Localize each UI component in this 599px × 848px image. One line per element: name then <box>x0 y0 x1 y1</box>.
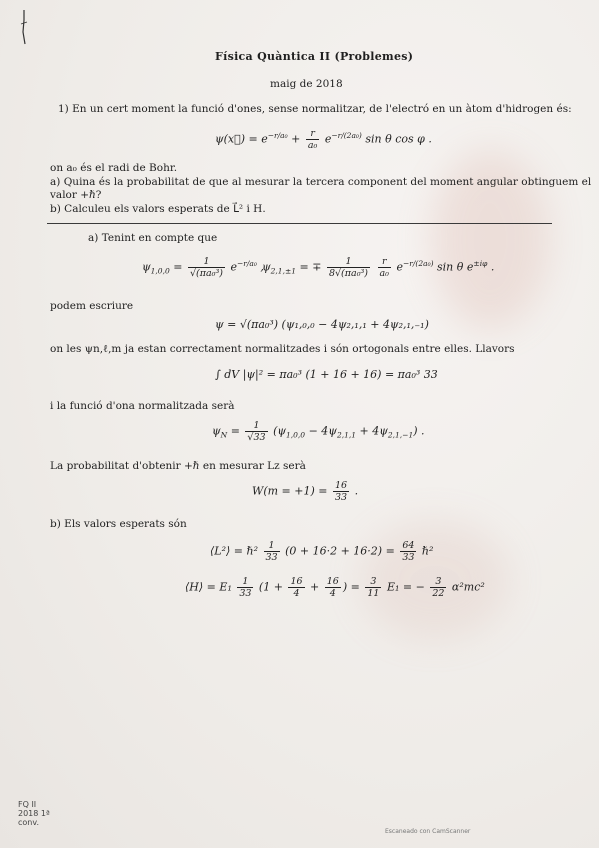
question-a-line1: a) Quina és la probabilitat de que al mesurar la tercera component del moment angular obtinguem el <box>50 176 592 188</box>
document-date: maig de 2018 <box>270 78 343 90</box>
solution-psi100: $\psi_{1,0,0}$ = $\frac{1}{\text{√(πa₀³)}}$ $e^{-r/a_0}$ , <box>142 256 264 279</box>
solution-prob-intro: La probabilitat d'obtenir +ℏ en mesurar Lz serà <box>50 460 306 472</box>
problem-intro: 1) En un cert moment la funció d'ones, sense normalitzar, de l'electró en un àtom d'hidrogen és: <box>58 103 572 115</box>
solution-L2-result: ⟨L²⟩ = ℏ² $\frac{1}{33}$ (0 + 16·2 + 16·2) = $\frac{64}{33}$ ℏ² <box>210 540 434 563</box>
handwritten-stamp: FQ II 2018 1ª conv. <box>18 800 50 827</box>
scanner-watermark: Escaneado con CamScanner <box>385 828 471 835</box>
solution-H-result: ⟨H⟩ = E₁ $\frac{1}{33}$ (1 + $\frac{16}{4}$ + $\frac{16}{4}$ ) = $\frac{3}{11}$ E₁ = − $\frac{3}{22}$ α²mc² <box>185 576 485 599</box>
solution-orthonormal: on les ψn,ℓ,m ja estan correctament normalitzades i són ortogonals entre elles. Llavors <box>50 343 515 355</box>
question-b: b) Calculeu els valors esperats de L⃗² i H. <box>50 203 266 215</box>
solution-psi-combo: ψ = √(πa₀³) (ψ₁,₀,₀ − 4ψ₂,₁,₁ + 4ψ₂,₁,₋₁) <box>215 318 429 331</box>
problem-wavefunction: ψ(x⃗) = $e^{-r/a_0}$ + $\frac{r}{\text{a₀}}$ $e^{-r/(2a_0)}$ sin θ cos φ . <box>215 128 432 151</box>
solution-b-intro: b) Els valors esperats són <box>50 518 187 530</box>
solution-normalized-intro: i la funció d'ona normalitzada serà <box>50 400 235 412</box>
section-divider <box>47 223 552 224</box>
bohr-note: on a₀ és el radi de Bohr. <box>50 162 178 174</box>
solution-prob-result: W(m = +1) = $\frac{16}{33}$ . <box>252 480 359 503</box>
solution-psi-normalized: $\psi_N$ = $\frac{1}{√33}$ $(\psi_{1,0,0} - 4\psi_{2,1,1} + 4\psi_{2,1,-1})$ . <box>212 420 425 443</box>
document-title: Física Quàntica II (Problemes) <box>215 50 414 63</box>
solution-a-intro: a) Tenint en compte que <box>88 232 218 244</box>
question-a-line2: valor +ℏ? <box>50 189 102 201</box>
solution-podem: podem escriure <box>50 300 134 312</box>
solution-norm-integral: ∫ dV |ψ|² = πa₀³ (1 + 16 + 16) = πa₀³ 33 <box>215 368 438 381</box>
margin-scribble-mark <box>18 8 30 48</box>
solution-psi21pm1: $\psi_{2,1,\pm 1}$ = ∓ $\frac{1}{\text{8√(πa₀³)}}$ $\frac{r}{\text{a₀}}$ $e^{-r/(2a_0)}$ sin θ $e^{\pm i\varphi}$ . <box>262 256 495 279</box>
